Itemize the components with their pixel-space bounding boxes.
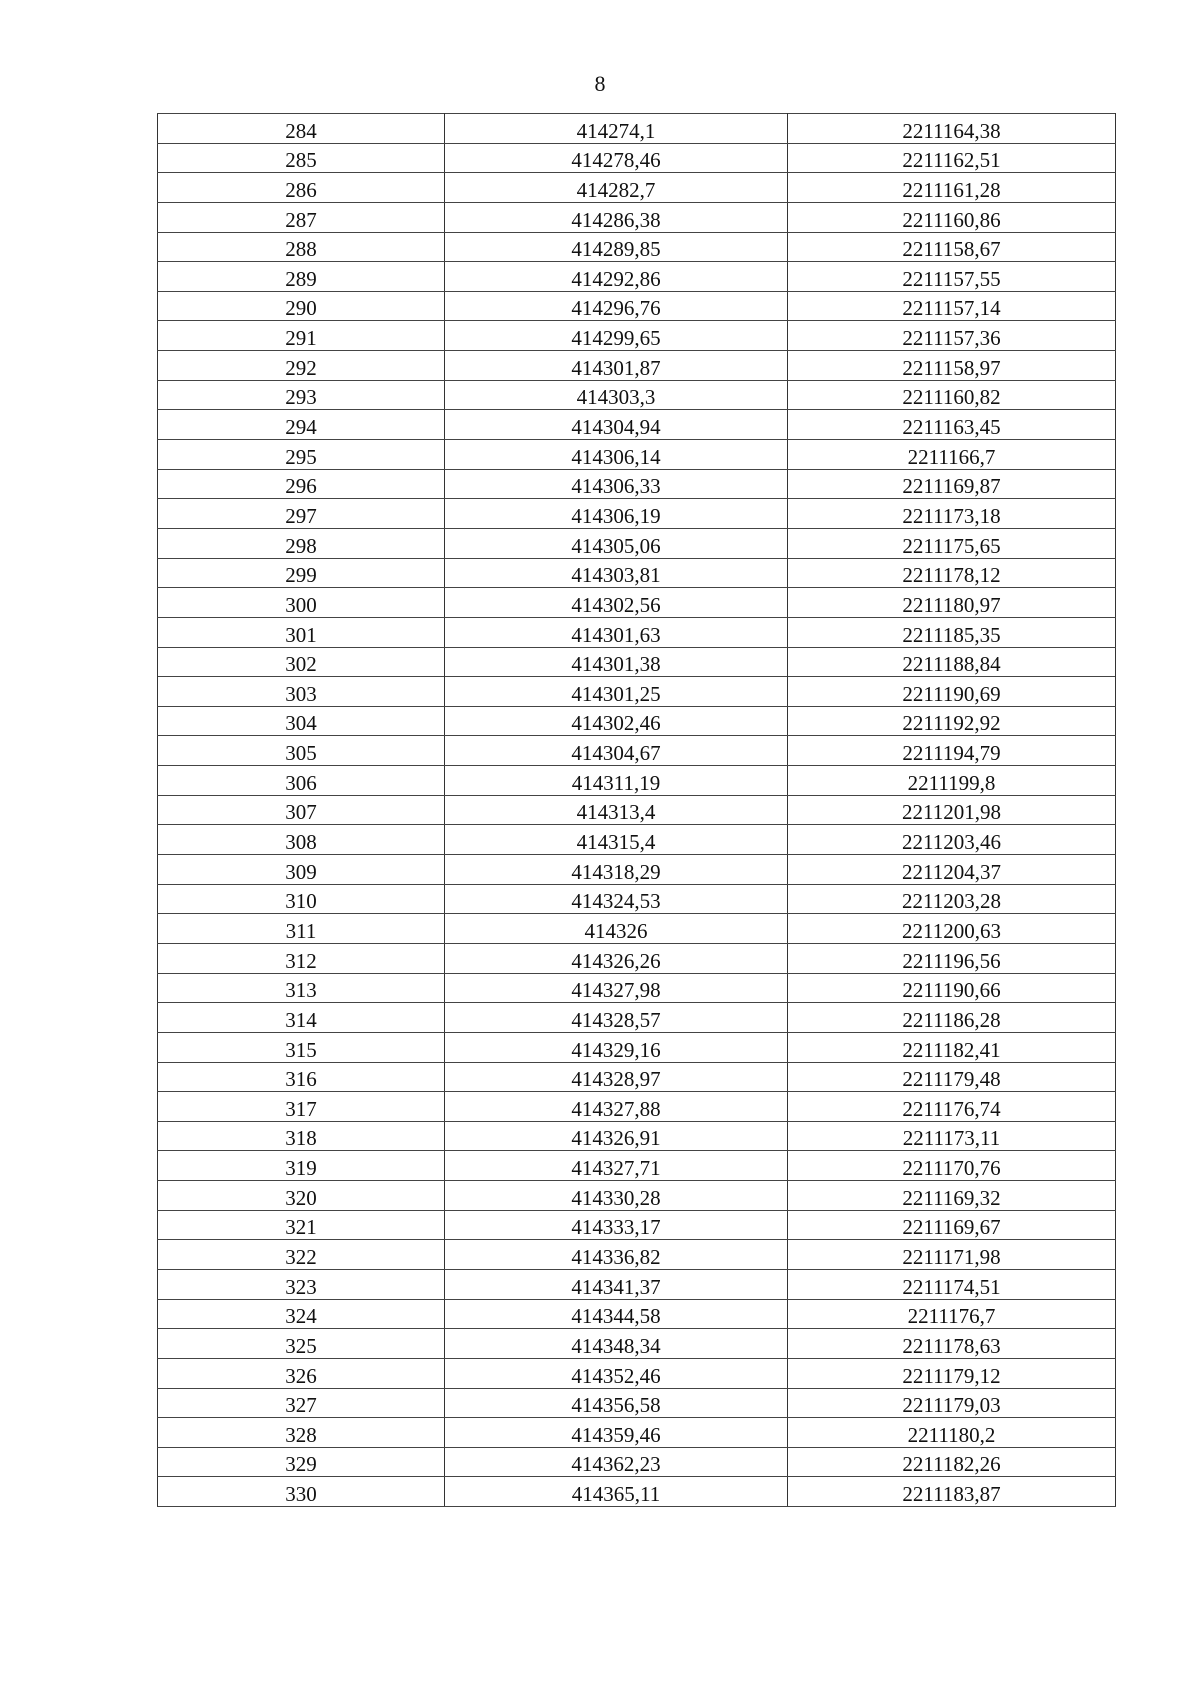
point-number-cell: 306 [158, 766, 445, 796]
x-coordinate-cell: 414306,19 [445, 499, 788, 529]
point-number-cell: 296 [158, 469, 445, 499]
table-row [158, 1032, 1116, 1062]
x-coordinate-cell: 414304,67 [445, 736, 788, 766]
table-row [158, 1418, 1116, 1448]
x-coordinate-cell: 414365,11 [445, 1477, 788, 1507]
x-coordinate-cell: 414302,56 [445, 588, 788, 618]
table-row [158, 1240, 1116, 1270]
coordinates-table-body [158, 114, 1116, 1507]
table-row [158, 588, 1116, 618]
point-number-cell: 319 [158, 1151, 445, 1181]
y-coordinate-cell: 2211192,92 [788, 706, 1116, 736]
table-row [158, 351, 1116, 381]
table-row [158, 202, 1116, 232]
y-coordinate-cell: 2211169,67 [788, 1210, 1116, 1240]
table-row [158, 558, 1116, 588]
y-coordinate-cell: 2211158,67 [788, 232, 1116, 262]
y-coordinate-cell: 2211190,66 [788, 973, 1116, 1003]
x-coordinate-cell: 414306,14 [445, 440, 788, 470]
y-coordinate-cell: 2211163,45 [788, 410, 1116, 440]
point-number-cell: 326 [158, 1358, 445, 1388]
table-row [158, 1269, 1116, 1299]
table-row [158, 143, 1116, 173]
point-number-cell: 316 [158, 1062, 445, 1092]
y-coordinate-cell: 2211186,28 [788, 1003, 1116, 1033]
point-number-cell: 327 [158, 1388, 445, 1418]
point-number-cell: 286 [158, 173, 445, 203]
table-row [158, 1121, 1116, 1151]
table-row [158, 973, 1116, 1003]
point-number-cell: 304 [158, 706, 445, 736]
y-coordinate-cell: 2211170,76 [788, 1151, 1116, 1181]
y-coordinate-cell: 2211200,63 [788, 914, 1116, 944]
point-number-cell: 330 [158, 1477, 445, 1507]
table-row [158, 1003, 1116, 1033]
x-coordinate-cell: 414301,25 [445, 677, 788, 707]
y-coordinate-cell: 2211179,03 [788, 1388, 1116, 1418]
x-coordinate-cell: 414352,46 [445, 1358, 788, 1388]
x-coordinate-cell: 414306,33 [445, 469, 788, 499]
point-number-cell: 324 [158, 1299, 445, 1329]
x-coordinate-cell: 414324,53 [445, 884, 788, 914]
y-coordinate-cell: 2211196,56 [788, 943, 1116, 973]
table-row [158, 1062, 1116, 1092]
y-coordinate-cell: 2211175,65 [788, 528, 1116, 558]
x-coordinate-cell: 414302,46 [445, 706, 788, 736]
y-coordinate-cell: 2211164,38 [788, 114, 1116, 144]
x-coordinate-cell: 414313,4 [445, 795, 788, 825]
y-coordinate-cell: 2211188,84 [788, 647, 1116, 677]
y-coordinate-cell: 2211182,41 [788, 1032, 1116, 1062]
x-coordinate-cell: 414356,58 [445, 1388, 788, 1418]
point-number-cell: 285 [158, 143, 445, 173]
table-row [158, 766, 1116, 796]
y-coordinate-cell: 2211179,12 [788, 1358, 1116, 1388]
point-number-cell: 294 [158, 410, 445, 440]
point-number-cell: 305 [158, 736, 445, 766]
y-coordinate-cell: 2211180,2 [788, 1418, 1116, 1448]
y-coordinate-cell: 2211160,82 [788, 380, 1116, 410]
table-row [158, 795, 1116, 825]
point-number-cell: 323 [158, 1269, 445, 1299]
x-coordinate-cell: 414341,37 [445, 1269, 788, 1299]
x-coordinate-cell: 414326 [445, 914, 788, 944]
y-coordinate-cell: 2211178,12 [788, 558, 1116, 588]
x-coordinate-cell: 414292,86 [445, 262, 788, 292]
y-coordinate-cell: 2211169,32 [788, 1181, 1116, 1211]
x-coordinate-cell: 414289,85 [445, 232, 788, 262]
point-number-cell: 313 [158, 973, 445, 1003]
point-number-cell: 297 [158, 499, 445, 529]
x-coordinate-cell: 414301,63 [445, 617, 788, 647]
table-row [158, 943, 1116, 973]
x-coordinate-cell: 414315,4 [445, 825, 788, 855]
x-coordinate-cell: 414326,26 [445, 943, 788, 973]
x-coordinate-cell: 414303,3 [445, 380, 788, 410]
table-row [158, 499, 1116, 529]
y-coordinate-cell: 2211166,7 [788, 440, 1116, 470]
table-row [158, 440, 1116, 470]
point-number-cell: 312 [158, 943, 445, 973]
x-coordinate-cell: 414359,46 [445, 1418, 788, 1448]
x-coordinate-cell: 414327,98 [445, 973, 788, 1003]
y-coordinate-cell: 2211157,36 [788, 321, 1116, 351]
x-coordinate-cell: 414336,82 [445, 1240, 788, 1270]
y-coordinate-cell: 2211183,87 [788, 1477, 1116, 1507]
point-number-cell: 284 [158, 114, 445, 144]
x-coordinate-cell: 414304,94 [445, 410, 788, 440]
y-coordinate-cell: 2211161,28 [788, 173, 1116, 203]
table-row [158, 1299, 1116, 1329]
table-row [158, 825, 1116, 855]
y-coordinate-cell: 2211185,35 [788, 617, 1116, 647]
point-number-cell: 300 [158, 588, 445, 618]
table-row [158, 647, 1116, 677]
x-coordinate-cell: 414348,34 [445, 1329, 788, 1359]
y-coordinate-cell: 2211201,98 [788, 795, 1116, 825]
x-coordinate-cell: 414327,88 [445, 1092, 788, 1122]
point-number-cell: 314 [158, 1003, 445, 1033]
y-coordinate-cell: 2211179,48 [788, 1062, 1116, 1092]
y-coordinate-cell: 2211180,97 [788, 588, 1116, 618]
table-row [158, 706, 1116, 736]
point-number-cell: 289 [158, 262, 445, 292]
point-number-cell: 298 [158, 528, 445, 558]
x-coordinate-cell: 414326,91 [445, 1121, 788, 1151]
point-number-cell: 307 [158, 795, 445, 825]
x-coordinate-cell: 414301,38 [445, 647, 788, 677]
x-coordinate-cell: 414311,19 [445, 766, 788, 796]
point-number-cell: 322 [158, 1240, 445, 1270]
y-coordinate-cell: 2211199,8 [788, 766, 1116, 796]
point-number-cell: 295 [158, 440, 445, 470]
point-number-cell: 329 [158, 1447, 445, 1477]
y-coordinate-cell: 2211176,74 [788, 1092, 1116, 1122]
point-number-cell: 315 [158, 1032, 445, 1062]
point-number-cell: 325 [158, 1329, 445, 1359]
x-coordinate-cell: 414286,38 [445, 202, 788, 232]
y-coordinate-cell: 2211194,79 [788, 736, 1116, 766]
table-row [158, 736, 1116, 766]
table-row [158, 1388, 1116, 1418]
y-coordinate-cell: 2211162,51 [788, 143, 1116, 173]
y-coordinate-cell: 2211171,98 [788, 1240, 1116, 1270]
table-row [158, 1447, 1116, 1477]
y-coordinate-cell: 2211173,11 [788, 1121, 1116, 1151]
table-row [158, 469, 1116, 499]
table-row [158, 884, 1116, 914]
x-coordinate-cell: 414282,7 [445, 173, 788, 203]
x-coordinate-cell: 414299,65 [445, 321, 788, 351]
y-coordinate-cell: 2211182,26 [788, 1447, 1116, 1477]
point-number-cell: 301 [158, 617, 445, 647]
x-coordinate-cell: 414327,71 [445, 1151, 788, 1181]
x-coordinate-cell: 414344,58 [445, 1299, 788, 1329]
y-coordinate-cell: 2211157,14 [788, 291, 1116, 321]
table-row [158, 1329, 1116, 1359]
table-row [158, 232, 1116, 262]
point-number-cell: 288 [158, 232, 445, 262]
point-number-cell: 320 [158, 1181, 445, 1211]
table-row [158, 1092, 1116, 1122]
x-coordinate-cell: 414328,97 [445, 1062, 788, 1092]
table-row [158, 528, 1116, 558]
x-coordinate-cell: 414362,23 [445, 1447, 788, 1477]
y-coordinate-cell: 2211157,55 [788, 262, 1116, 292]
x-coordinate-cell: 414328,57 [445, 1003, 788, 1033]
table-row [158, 1358, 1116, 1388]
table-row [158, 262, 1116, 292]
x-coordinate-cell: 414303,81 [445, 558, 788, 588]
y-coordinate-cell: 2211203,46 [788, 825, 1116, 855]
point-number-cell: 292 [158, 351, 445, 381]
x-coordinate-cell: 414329,16 [445, 1032, 788, 1062]
table-row [158, 1210, 1116, 1240]
point-number-cell: 299 [158, 558, 445, 588]
table-row [158, 380, 1116, 410]
y-coordinate-cell: 2211178,63 [788, 1329, 1116, 1359]
point-number-cell: 321 [158, 1210, 445, 1240]
y-coordinate-cell: 2211158,97 [788, 351, 1116, 381]
table-row [158, 1181, 1116, 1211]
point-number-cell: 308 [158, 825, 445, 855]
x-coordinate-cell: 414330,28 [445, 1181, 788, 1211]
y-coordinate-cell: 2211160,86 [788, 202, 1116, 232]
x-coordinate-cell: 414333,17 [445, 1210, 788, 1240]
table-row [158, 321, 1116, 351]
y-coordinate-cell: 2211190,69 [788, 677, 1116, 707]
point-number-cell: 309 [158, 855, 445, 885]
page-number: 8 [594, 71, 606, 96]
table-row [158, 114, 1116, 144]
y-coordinate-cell: 2211176,7 [788, 1299, 1116, 1329]
table-row [158, 173, 1116, 203]
table-row [158, 1151, 1116, 1181]
x-coordinate-cell: 414296,76 [445, 291, 788, 321]
x-coordinate-cell: 414301,87 [445, 351, 788, 381]
table-row [158, 291, 1116, 321]
point-number-cell: 293 [158, 380, 445, 410]
y-coordinate-cell: 2211173,18 [788, 499, 1116, 529]
point-number-cell: 290 [158, 291, 445, 321]
point-number-cell: 291 [158, 321, 445, 351]
point-number-cell: 328 [158, 1418, 445, 1448]
x-coordinate-cell: 414274,1 [445, 114, 788, 144]
y-coordinate-cell: 2211203,28 [788, 884, 1116, 914]
table-row [158, 914, 1116, 944]
x-coordinate-cell: 414278,46 [445, 143, 788, 173]
coordinates-table [157, 113, 1116, 1507]
x-coordinate-cell: 414318,29 [445, 855, 788, 885]
y-coordinate-cell: 2211174,51 [788, 1269, 1116, 1299]
table-row [158, 855, 1116, 885]
y-coordinate-cell: 2211204,37 [788, 855, 1116, 885]
table-row [158, 410, 1116, 440]
x-coordinate-cell: 414305,06 [445, 528, 788, 558]
point-number-cell: 287 [158, 202, 445, 232]
point-number-cell: 318 [158, 1121, 445, 1151]
table-row [158, 677, 1116, 707]
y-coordinate-cell: 2211169,87 [788, 469, 1116, 499]
point-number-cell: 302 [158, 647, 445, 677]
point-number-cell: 317 [158, 1092, 445, 1122]
table-row [158, 617, 1116, 647]
point-number-cell: 303 [158, 677, 445, 707]
table-row [158, 1477, 1116, 1507]
point-number-cell: 311 [158, 914, 445, 944]
point-number-cell: 310 [158, 884, 445, 914]
